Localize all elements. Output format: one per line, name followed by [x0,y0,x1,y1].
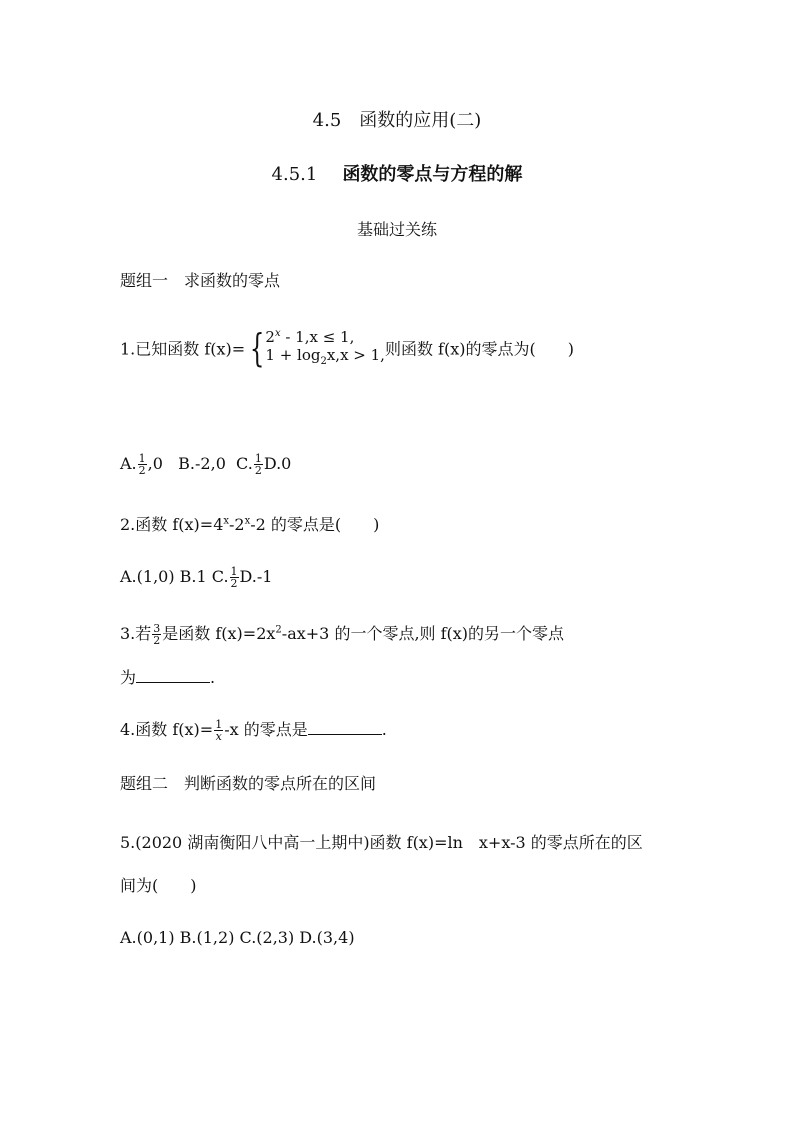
subsection-number: 4.5.1 [271,164,318,185]
q2-text-3: -2 的零点是( ) [250,515,380,534]
q1-cases [265,325,385,371]
q1-option-a-fraction: $\frac{1}{2}$ [138,452,146,477]
question-2 [120,512,379,535]
subsection-name: 函数的零点与方程的解 [342,164,523,185]
q1-option-c-label: C. [236,454,253,473]
q1-case1-exp: x [274,328,281,339]
question-4 [120,717,387,742]
section-title: 4.5 函数的应用(二) [312,110,482,131]
q2-text-2: -2 [229,515,245,534]
subsection-title [0,160,794,186]
q4-text-1: 4.函数 f(x)= [120,720,214,739]
q4-text-2: -x 的零点是 [224,720,308,739]
q3-answer-blank[interactable] [136,668,210,683]
q4-end: . [381,720,387,739]
q1-case1-rest: - 1,x ≤ 1, [280,328,355,346]
q1-option-c-fraction: $\frac{1}{2}$ [254,452,262,477]
group2-title: 题组二 判断函数的零点所在的区间 [120,774,377,793]
group1-title: 题组一 求函数的零点 [120,271,281,290]
q2-option-d: D.-1 [239,567,273,586]
q3-text-3: -ax+3 的一个零点,则 f(x)的另一个零点 [281,624,565,643]
q3-line2-text: 为 [120,668,137,687]
q1-brace: { [250,326,265,370]
q1-option-a-label: A. [120,454,137,473]
q1-prefix: 1.已知函数 f(x)= [120,339,246,359]
q1-option-b: B.-2,0 [178,454,226,473]
q1-case2-sub: 2 [320,356,327,367]
q3-text-2: 是函数 f(x)=2x [162,624,276,643]
q4-answer-blank[interactable] [308,720,382,735]
q3-fraction: $\frac{3}{2}$ [153,622,161,647]
q1-options [120,453,291,476]
q2-option-c-fraction: $\frac{1}{2}$ [230,565,238,590]
q4-fraction: $\frac{1}{x}$ [215,718,223,743]
q1-suffix: 则函数 f(x)的零点为( ) [384,339,574,359]
q3-end: . [210,668,216,687]
q1-option-d: D.0 [263,454,292,473]
level-heading: 基础过关练 [356,220,437,239]
q1-case2-rest: x,x > 1, [326,346,385,364]
question-3 [120,621,564,646]
question-5-line-1: 5.(2020 湖南衡阳八中高一上期中)函数 f(x)=ln x+x-3 的零点所在的区 [120,833,643,852]
q2-exp-1: x [223,515,230,527]
q3-exp: 2 [275,624,282,636]
question-3-line-2 [120,665,215,688]
q2-text-1: 2.函数 f(x)=4 [120,515,224,534]
q2-exp-2: x [244,515,251,527]
q3-text-1: 3.若 [120,624,152,643]
q5-options: A.(0,1) B.(1,2) C.(2,3) D.(3,4) [120,928,355,947]
question-1 [120,325,574,371]
q1-case2-base: 1 + log [265,346,321,364]
question-5-line-2: 间为( ) [120,876,197,895]
q2-options [120,566,272,589]
q2-options-ab: A.(1,0) B.1 C. [120,567,229,586]
q1-case1-base: 2 [265,328,275,346]
q1-option-a-rest: ,0 [147,454,163,473]
